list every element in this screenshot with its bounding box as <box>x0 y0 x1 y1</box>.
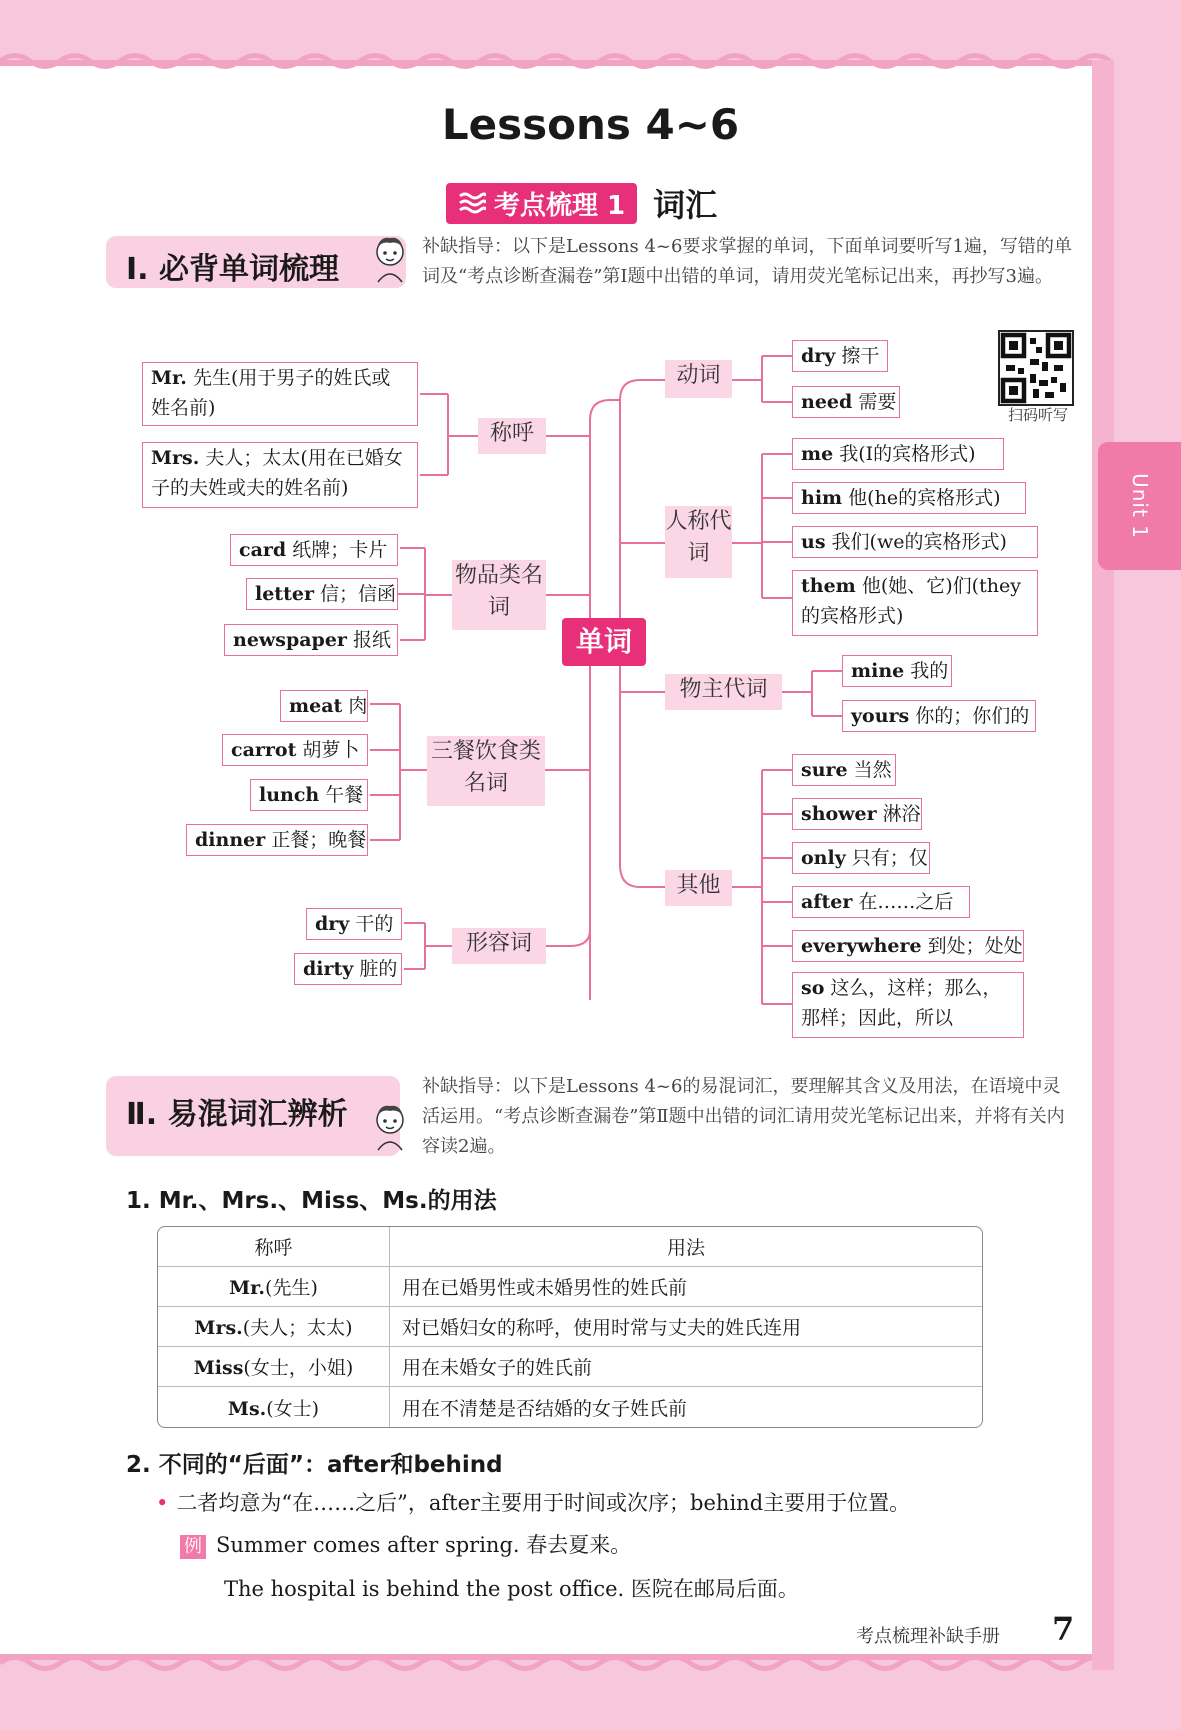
word-card: card 纸牌；卡片 <box>230 534 398 566</box>
word-dry-adj: dry 干的 <box>306 908 402 940</box>
word-him: him 他(he的宾格形式) <box>792 482 1026 514</box>
section2-note: 补缺指导：以下是Lessons 4~6的易混词汇，要理解其含义及用法，在语境中灵活运用。“考点诊断查漏卷”第Ⅱ题中出错的词汇请用荧光笔标记出来，并将有关内容读2遍。 <box>422 1076 1065 1157</box>
item2-example2: The hospital is behind the post office. 医院在邮局后面。 <box>224 1577 799 1601</box>
word-sure: sure 当然 <box>792 754 896 786</box>
word-mine: mine 我的 <box>842 655 952 687</box>
table-row: Ms.(女士) 用在不清楚是否结婚的女子姓氏前 <box>158 1387 982 1427</box>
kaodian-title: 词汇 <box>653 186 718 224</box>
word-everywhere: everywhere 到处；处处 <box>792 930 1024 962</box>
item1-heading: 1. Mr.、Mrs.、Miss、Ms.的用法 <box>126 1188 497 1214</box>
table-row: Mrs.(夫人；太太) 对已婚妇女的称呼，使用时常与丈夫的姓氏连用 <box>158 1307 982 1347</box>
section1-heading: Ⅰ. 必背单词梳理 <box>106 236 406 288</box>
boy-mascot-icon-2 <box>368 1100 412 1152</box>
word-letter: letter 信；信函 <box>246 578 398 610</box>
example-tag: 例 <box>180 1535 206 1559</box>
word-dinner: dinner 正餐；晚餐 <box>186 824 368 856</box>
cat-dongci: 动词 <box>665 360 732 398</box>
item2-bullet: • 二者均意为“在……之后”，after主要用于时间或次序；behind主要用于位置。 <box>156 1491 911 1515</box>
word-us: us 我们(we的宾格形式) <box>792 526 1038 558</box>
word-after: after 在……之后 <box>792 886 970 918</box>
section1-note: 补缺指导：以下是Lessons 4~6要求掌握的单词，下面单词要听写1遍，写错的单词及“考点诊断查漏卷”第Ⅰ题中出错的单词，请用荧光笔标记出来，再抄写3遍。 <box>422 236 1072 287</box>
word-need: need 需要 <box>792 386 900 418</box>
word-carrot: carrot 胡萝卜 <box>222 734 368 766</box>
cat-renchen: 人称代词 <box>665 506 732 578</box>
word-me: me 我(I的宾格形式) <box>792 438 1004 470</box>
word-mr: Mr. 先生(用于男子的姓氏或姓名前) <box>142 362 418 426</box>
word-them: them 他(她、它)们(they的宾格形式) <box>792 570 1038 636</box>
cat-wuzhu: 物主代词 <box>665 674 782 710</box>
page-number: 7 <box>1052 1610 1075 1648</box>
cat-xingrong: 形容词 <box>452 928 546 964</box>
cat-qita: 其他 <box>665 870 732 906</box>
footer-text: 考点梳理补缺手册 <box>856 1626 1000 1647</box>
table-header-usage: 用法 <box>390 1227 982 1267</box>
section2-heading: Ⅱ. 易混词汇辨析 <box>106 1076 400 1156</box>
unit-tab-label: Unit 1 <box>1127 473 1152 539</box>
bullet-dot-icon: • <box>156 1491 169 1515</box>
kaodian-tag-text: 考点梳理 1 <box>494 190 626 221</box>
table-row: Miss(女士，小姐) 用在未婚女子的姓氏前 <box>158 1347 982 1387</box>
word-mrs: Mrs. 夫人；太太(用在已婚女子的夫姓或夫的姓名前) <box>142 442 418 508</box>
word-meat: meat 肉 <box>280 690 368 722</box>
word-only: only 只有；仅 <box>792 842 930 874</box>
item2-example1: 例 Summer comes after spring. 春去夏来。 <box>180 1528 631 1562</box>
word-dry-verb: dry 擦干 <box>792 340 888 372</box>
word-yours: yours 你的；你们的 <box>842 700 1036 732</box>
word-so: so 这么，这样；那么，那样；因此，所以 <box>792 972 1024 1038</box>
usage-table <box>157 1226 983 1428</box>
cat-wupin: 物品类名词 <box>452 560 546 630</box>
mindmap-center: 单词 <box>562 618 646 666</box>
table-header-chenghu: 称呼 <box>158 1227 390 1267</box>
table-row: Mr.(先生) 用在已婚男性或未婚男性的姓氏前 <box>158 1267 982 1307</box>
qr-label: 扫码听写 <box>1007 406 1068 424</box>
cat-chenghu: 称呼 <box>478 418 546 454</box>
page-title: Lessons 4~6 <box>441 100 740 149</box>
word-shower: shower 淋浴 <box>792 798 922 830</box>
cat-sancan: 三餐饮食类名词 <box>427 736 545 806</box>
word-lunch: lunch 午餐 <box>250 779 368 811</box>
word-newspaper: newspaper 报纸 <box>224 624 398 656</box>
item2-heading: 2. 不同的“后面”：after和behind <box>126 1452 503 1478</box>
word-dirty: dirty 脏的 <box>294 953 402 985</box>
